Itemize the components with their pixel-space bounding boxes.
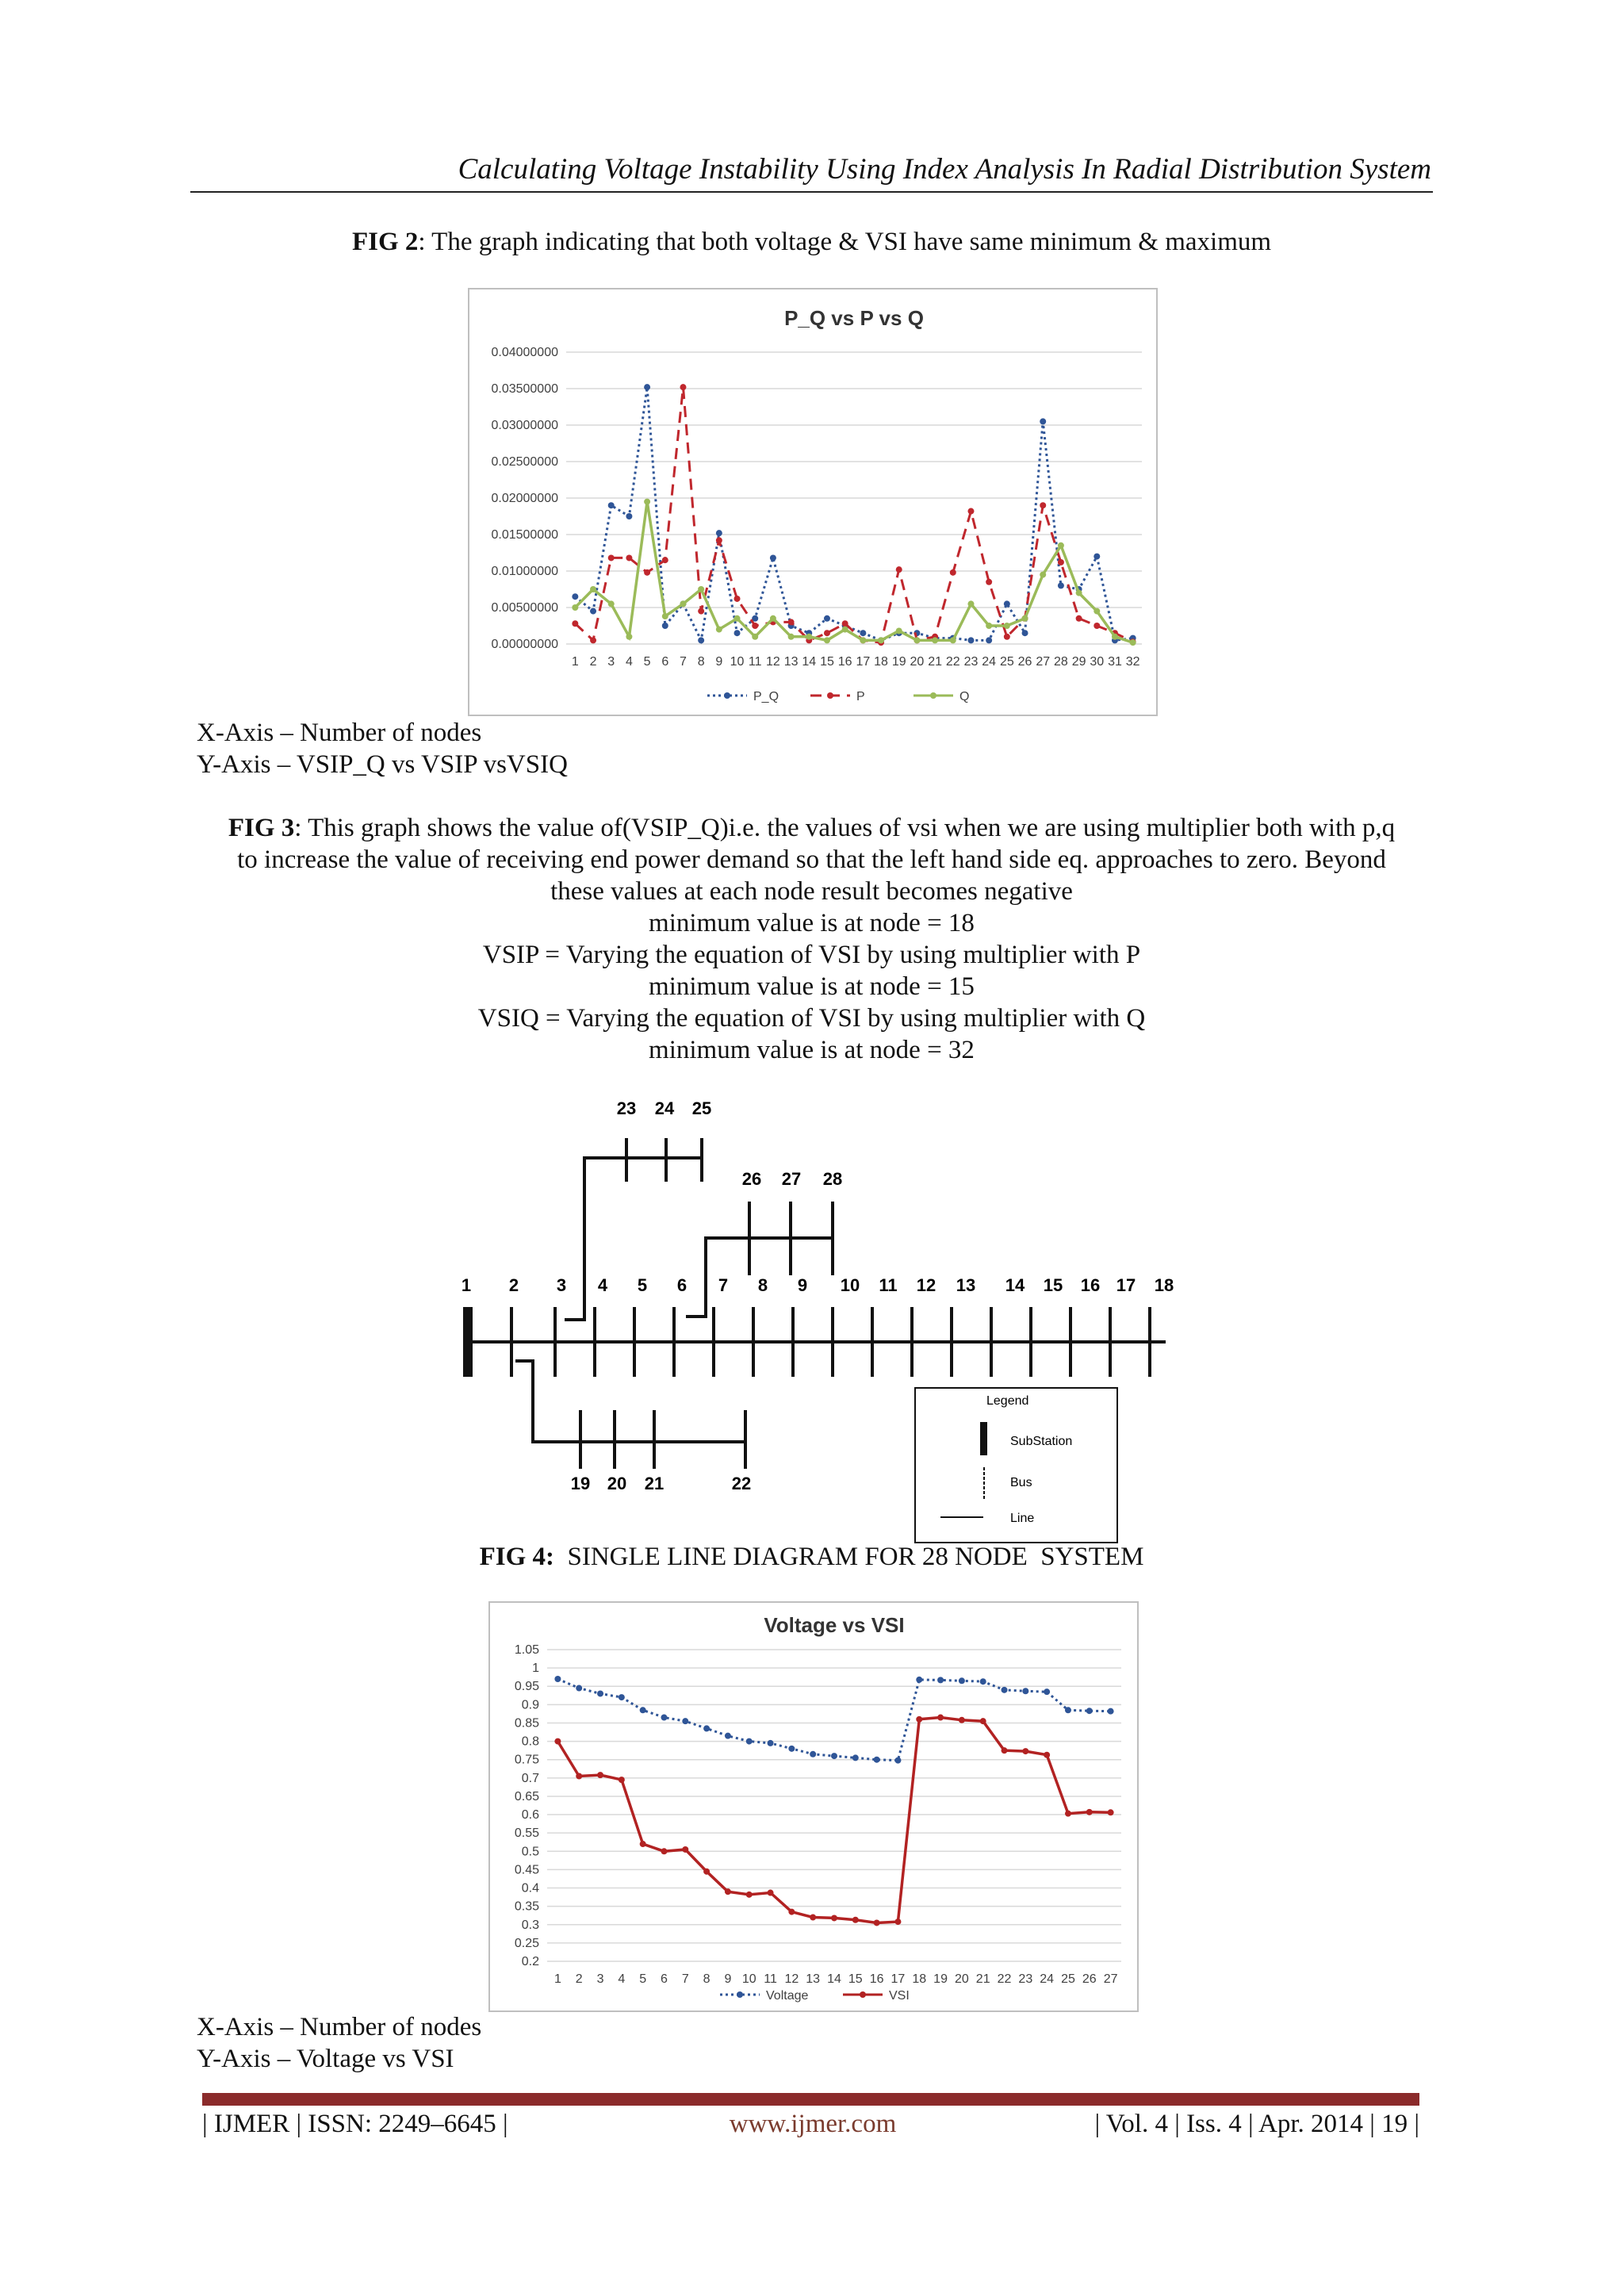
fig3-line5: VSIP = Varying the equation of VSI by using multiplier with P xyxy=(482,941,1141,969)
x-tick-label: 21 xyxy=(975,1972,990,1986)
y-tick-label: 0.5 xyxy=(521,1845,539,1859)
data-point xyxy=(967,600,974,607)
data-point xyxy=(806,634,812,640)
single-line-diagram xyxy=(444,1079,1189,1554)
fig3-line7: VSIQ = Varying the equation of VSI by using multiplier with Q xyxy=(477,1004,1146,1033)
fig3-label: FIG 3 xyxy=(228,814,295,842)
fig3-line3: these values at each node result becomes negative xyxy=(550,877,1073,906)
x-tick-label: 15 xyxy=(848,1972,863,1986)
data-point xyxy=(986,579,992,585)
data-point xyxy=(619,1694,625,1700)
data-point xyxy=(1004,634,1010,640)
data-point xyxy=(1044,1688,1050,1695)
fig3-line4: minimum value is at node = 18 xyxy=(649,909,975,937)
fig4-caption xyxy=(190,1541,1433,1573)
x-tick-label: 11 xyxy=(748,655,762,669)
data-point xyxy=(597,1690,603,1696)
node-label-8: 8 xyxy=(757,1275,768,1295)
data-point xyxy=(894,1918,901,1925)
x-tick-label: 31 xyxy=(1108,655,1122,669)
x-tick-label: 30 xyxy=(1090,655,1105,669)
data-point xyxy=(810,1751,816,1757)
node-label-23: 23 xyxy=(616,1098,637,1118)
y-tick-label: 0.95 xyxy=(514,1680,539,1694)
x-tick-label: 4 xyxy=(625,655,633,669)
y-tick-label: 0.55 xyxy=(514,1826,539,1841)
data-point xyxy=(1076,590,1082,596)
node-label-2: 2 xyxy=(508,1275,519,1295)
node-label-22: 22 xyxy=(731,1474,752,1493)
data-point xyxy=(554,1738,561,1745)
data-point xyxy=(824,615,830,622)
y-tick-label: 0.00000000 xyxy=(491,638,558,651)
data-point xyxy=(1002,1747,1008,1754)
x-tick-label: 27 xyxy=(1036,655,1051,669)
data-point xyxy=(680,600,686,607)
fig2-text: : The graph indicating that both voltage & VSI have same minimum & maximum xyxy=(418,228,1272,256)
x-tick-label: 1 xyxy=(553,1972,561,1986)
data-point xyxy=(1058,542,1064,549)
chart1-x-axis-note: X-Axis – Number of nodes xyxy=(197,719,482,747)
data-point xyxy=(1130,639,1136,646)
x-tick-label: 13 xyxy=(806,1972,821,1986)
data-point xyxy=(725,1888,731,1895)
data-point xyxy=(986,623,992,629)
data-point xyxy=(698,637,704,643)
data-point xyxy=(770,554,776,561)
substation-node-1 xyxy=(463,1307,473,1377)
data-point xyxy=(788,1746,795,1752)
data-point xyxy=(788,1909,795,1915)
data-point xyxy=(860,637,866,643)
node-label-3: 3 xyxy=(556,1275,567,1295)
data-point xyxy=(770,615,776,622)
data-point xyxy=(644,499,650,505)
footer-bar xyxy=(202,2093,1419,2106)
fig3-line6: minimum value is at node = 15 xyxy=(649,972,975,1001)
fig2-label: FIG 2 xyxy=(351,228,419,256)
node-label-1: 1 xyxy=(461,1275,472,1295)
branch-line-19-22 xyxy=(515,1361,745,1442)
data-point xyxy=(950,637,956,643)
data-point xyxy=(576,1685,582,1692)
x-tick-label: 6 xyxy=(661,1972,668,1986)
node-label-17: 17 xyxy=(1116,1275,1136,1295)
node-label-4: 4 xyxy=(597,1275,608,1295)
x-tick-label: 25 xyxy=(999,655,1014,669)
y-tick-label: 0.4 xyxy=(521,1881,539,1895)
data-point xyxy=(682,1718,688,1724)
data-point xyxy=(644,569,650,576)
data-point xyxy=(680,384,686,390)
x-tick-label: 27 xyxy=(1103,1972,1118,1986)
data-point xyxy=(619,1777,625,1783)
data-point xyxy=(852,1917,859,1923)
data-point xyxy=(626,634,632,640)
data-point xyxy=(959,1677,965,1684)
data-point xyxy=(1040,502,1046,508)
x-tick-label: 18 xyxy=(874,655,888,669)
node-label-7: 7 xyxy=(718,1275,729,1295)
legend-label: VSI xyxy=(889,1989,910,2003)
data-point xyxy=(1004,600,1010,607)
data-point xyxy=(661,1715,667,1721)
data-point xyxy=(1086,1708,1093,1714)
node-label-12: 12 xyxy=(916,1275,936,1295)
x-tick-label: 12 xyxy=(784,1972,799,1986)
legend-bus-label: Bus xyxy=(1010,1476,1032,1489)
data-point xyxy=(698,608,704,615)
chart-voltage-vs-vsi xyxy=(488,1601,1139,2012)
data-point xyxy=(734,615,741,622)
header-rule xyxy=(190,191,1433,193)
x-tick-label: 6 xyxy=(661,655,669,669)
y-tick-label: 0.3 xyxy=(521,1918,539,1932)
data-point xyxy=(644,384,650,390)
x-tick-label: 8 xyxy=(703,1972,710,1986)
data-point xyxy=(950,569,956,576)
x-tick-label: 11 xyxy=(764,1972,777,1986)
data-point xyxy=(914,637,920,643)
footer-left: | IJMER | ISSN: 2249–6645 | xyxy=(202,2110,508,2138)
x-tick-label: 29 xyxy=(1071,655,1086,669)
legend-line-label: Line xyxy=(1010,1512,1035,1525)
data-point xyxy=(716,627,722,633)
x-tick-label: 24 xyxy=(982,655,997,669)
node-label-5: 5 xyxy=(637,1275,648,1295)
y-tick-label: 0.75 xyxy=(514,1753,539,1767)
branch-line-23-25 xyxy=(565,1158,702,1320)
data-point xyxy=(831,1915,837,1921)
y-tick-label: 1 xyxy=(532,1662,539,1676)
y-tick-label: 0.7 xyxy=(521,1771,539,1785)
chart1-y-axis-note: Y-Axis – VSIP_Q vs VSIP vsVSIQ xyxy=(197,750,568,779)
x-tick-label: 17 xyxy=(856,655,871,669)
data-point xyxy=(752,634,758,640)
x-tick-label: 15 xyxy=(820,655,834,669)
x-tick-label: 4 xyxy=(618,1972,626,1986)
data-point xyxy=(874,1919,880,1926)
x-tick-label: 20 xyxy=(910,655,925,669)
x-tick-label: 9 xyxy=(724,1972,732,1986)
node-label-11: 11 xyxy=(879,1275,898,1295)
x-tick-label: 16 xyxy=(837,655,852,669)
data-point xyxy=(1094,554,1100,560)
data-point xyxy=(916,1716,922,1723)
footer-website-link[interactable]: www.ijmer.com xyxy=(729,2110,897,2138)
chart-title: P_Q vs P vs Q xyxy=(784,306,924,330)
legend-title: Legend xyxy=(986,1394,1029,1408)
data-point xyxy=(916,1677,922,1683)
x-tick-label: 5 xyxy=(639,1972,647,1986)
x-tick-label: 26 xyxy=(1082,1972,1097,1986)
data-point xyxy=(1108,1809,1114,1815)
x-tick-label: 23 xyxy=(963,655,979,669)
chart-title: Voltage vs VSI xyxy=(764,1613,905,1637)
running-head: Calculating Voltage Instability Using Index Analysis In Radial Distribution System xyxy=(458,153,1431,186)
x-tick-label: 10 xyxy=(741,1972,756,1986)
legend-label: P xyxy=(856,690,865,703)
legend-label: Q xyxy=(959,690,970,703)
x-tick-label: 14 xyxy=(827,1972,841,1986)
data-point xyxy=(1065,1707,1071,1713)
data-point xyxy=(937,1715,944,1721)
data-point xyxy=(626,513,632,519)
data-point xyxy=(576,1773,582,1780)
data-point xyxy=(734,596,741,602)
data-point xyxy=(959,1717,965,1723)
legend-substation-symbol xyxy=(980,1422,987,1455)
data-point xyxy=(967,508,974,515)
data-point xyxy=(746,1892,753,1898)
data-point xyxy=(703,1725,710,1731)
legend-marker xyxy=(724,692,730,699)
node-label-18: 18 xyxy=(1154,1275,1174,1295)
legend-marker xyxy=(930,692,936,699)
x-tick-label: 12 xyxy=(766,655,780,669)
x-tick-label: 3 xyxy=(607,655,615,669)
data-point xyxy=(716,530,722,536)
node-label-24: 24 xyxy=(654,1098,675,1118)
footer-right: | Vol. 4 | Iss. 4 | Apr. 2014 | 19 | xyxy=(1094,2110,1419,2138)
data-point xyxy=(852,1754,859,1761)
data-point xyxy=(608,502,615,508)
series-line-vsi xyxy=(557,1718,1110,1923)
data-point xyxy=(590,586,596,592)
data-point xyxy=(682,1846,688,1853)
y-tick-label: 0.01500000 xyxy=(491,528,558,542)
data-point xyxy=(1002,1687,1008,1693)
data-point xyxy=(967,637,974,643)
data-point xyxy=(608,554,615,561)
x-tick-label: 23 xyxy=(1018,1972,1033,1986)
data-point xyxy=(1094,608,1100,615)
data-point xyxy=(1022,615,1028,622)
data-point xyxy=(590,608,596,615)
data-point xyxy=(894,1757,901,1764)
x-tick-label: 2 xyxy=(575,1972,583,1986)
data-point xyxy=(640,1841,646,1847)
y-tick-label: 1.05 xyxy=(514,1643,539,1657)
data-point xyxy=(937,1677,944,1683)
data-point xyxy=(725,1733,731,1739)
legend-marker xyxy=(860,1991,866,1998)
data-point xyxy=(896,627,902,634)
x-tick-label: 28 xyxy=(1054,655,1068,669)
fig3-line8: minimum value is at node = 32 xyxy=(649,1036,975,1064)
data-point xyxy=(1040,418,1046,424)
x-tick-label: 13 xyxy=(783,655,799,669)
data-point xyxy=(980,1678,986,1685)
data-point xyxy=(716,537,722,543)
data-point xyxy=(703,1869,710,1875)
data-point xyxy=(768,1890,774,1896)
y-tick-label: 0.85 xyxy=(514,1716,539,1731)
data-point xyxy=(878,637,884,643)
node-label-19: 19 xyxy=(570,1474,591,1493)
legend-label: Voltage xyxy=(766,1989,809,2003)
x-tick-label: 22 xyxy=(945,655,960,669)
data-point xyxy=(734,630,741,636)
x-tick-label: 1 xyxy=(571,655,579,669)
x-tick-label: 18 xyxy=(912,1972,927,1986)
data-point xyxy=(1112,634,1118,640)
y-tick-label: 0.03500000 xyxy=(491,382,558,396)
data-point xyxy=(572,620,578,627)
x-tick-label: 7 xyxy=(681,1972,689,1986)
node-label-25: 25 xyxy=(691,1098,712,1118)
data-point xyxy=(874,1757,880,1763)
y-tick-label: 0.9 xyxy=(521,1698,539,1712)
y-tick-label: 0.45 xyxy=(514,1863,539,1877)
node-label-21: 21 xyxy=(644,1474,665,1493)
data-point xyxy=(824,637,830,643)
data-point xyxy=(860,630,866,636)
data-point xyxy=(980,1718,986,1724)
x-tick-label: 25 xyxy=(1061,1972,1075,1986)
data-point xyxy=(1065,1811,1071,1817)
x-tick-label: 10 xyxy=(730,655,745,669)
data-point xyxy=(1022,1688,1028,1694)
data-point xyxy=(662,623,668,629)
x-tick-label: 22 xyxy=(997,1972,1012,1986)
x-tick-label: 19 xyxy=(891,655,906,669)
fig3-caption xyxy=(190,812,1433,1066)
data-point xyxy=(608,600,615,607)
node-label-20: 20 xyxy=(607,1474,627,1493)
legend-marker xyxy=(737,1991,743,1998)
node-label-27: 27 xyxy=(781,1169,802,1189)
data-point xyxy=(1022,630,1028,636)
chart2-x-axis-note: X-Axis – Number of nodes xyxy=(197,2013,482,2041)
node-label-16: 16 xyxy=(1080,1275,1101,1295)
x-tick-label: 5 xyxy=(643,655,651,669)
x-tick-label: 14 xyxy=(802,655,817,669)
x-tick-label: 7 xyxy=(680,655,687,669)
data-point xyxy=(554,1676,561,1682)
fig2-caption xyxy=(190,226,1433,258)
fig4-label: FIG 4: xyxy=(479,1543,554,1571)
node-label-26: 26 xyxy=(741,1169,762,1189)
chart-voltage-vs-vsi-svg xyxy=(490,1603,1137,2010)
x-tick-label: 16 xyxy=(869,1972,884,1986)
x-tick-label: 2 xyxy=(589,655,597,669)
data-point xyxy=(698,586,704,592)
data-point xyxy=(768,1740,774,1746)
x-tick-label: 20 xyxy=(954,1972,969,1986)
x-tick-label: 21 xyxy=(928,655,942,669)
data-point xyxy=(788,619,795,625)
y-tick-label: 0.04000000 xyxy=(491,346,558,359)
data-point xyxy=(626,554,632,561)
data-point xyxy=(661,1848,667,1854)
data-point xyxy=(1022,1748,1028,1754)
data-point xyxy=(752,623,758,629)
x-tick-label: 17 xyxy=(891,1972,906,1986)
data-point xyxy=(896,566,902,573)
data-point xyxy=(662,557,668,563)
data-point xyxy=(810,1915,816,1921)
fig4-text: SINGLE LINE DIAGRAM FOR 28 NODE SYSTEM xyxy=(554,1543,1144,1571)
data-point xyxy=(986,637,992,643)
data-point xyxy=(662,613,668,619)
data-point xyxy=(1094,623,1100,629)
legend-marker xyxy=(827,692,833,699)
x-tick-label: 9 xyxy=(715,655,723,669)
node-label-6: 6 xyxy=(676,1275,688,1295)
y-tick-label: 0.02500000 xyxy=(491,455,558,469)
data-point xyxy=(824,630,830,636)
data-point xyxy=(640,1707,646,1713)
node-label-13: 13 xyxy=(956,1275,976,1295)
data-point xyxy=(1044,1752,1050,1758)
data-point xyxy=(842,620,848,627)
data-point xyxy=(597,1772,603,1778)
y-tick-label: 0.6 xyxy=(521,1808,539,1823)
node-label-10: 10 xyxy=(840,1275,860,1295)
y-tick-label: 0.35 xyxy=(514,1899,539,1914)
fig3-line2: to increase the value of receiving end power demand so that the left hand side eq. approaches to zero. Beyond xyxy=(237,845,1386,874)
node-label-14: 14 xyxy=(1005,1275,1025,1295)
data-point xyxy=(831,1753,837,1759)
data-point xyxy=(1108,1708,1114,1715)
data-point xyxy=(932,637,938,643)
data-point xyxy=(1058,582,1064,588)
x-tick-label: 32 xyxy=(1125,655,1140,669)
data-point xyxy=(1058,559,1064,565)
legend-label: P_Q xyxy=(753,690,779,703)
y-tick-label: 0.2 xyxy=(521,1955,539,1968)
y-tick-label: 0.01000000 xyxy=(491,565,558,578)
data-point xyxy=(788,634,795,640)
fig3-line1: : This graph shows the value of(VSIP_Q)i.e. the values of vsi when we are using multiplier both with p,q xyxy=(294,814,1396,842)
y-tick-label: 0.65 xyxy=(514,1789,539,1803)
y-tick-label: 0.00500000 xyxy=(491,601,558,615)
x-tick-label: 24 xyxy=(1040,1972,1055,1986)
x-tick-label: 3 xyxy=(596,1972,604,1986)
x-tick-label: 8 xyxy=(697,655,705,669)
data-point xyxy=(1040,572,1046,578)
y-tick-label: 0.25 xyxy=(514,1936,539,1950)
legend-substation-label: SubStation xyxy=(1010,1435,1073,1448)
data-point xyxy=(842,627,848,633)
data-point xyxy=(1086,1809,1093,1815)
chart-pq-p-q-svg xyxy=(469,289,1156,715)
data-point xyxy=(1076,615,1082,622)
node-label-28: 28 xyxy=(822,1169,843,1189)
node-label-15: 15 xyxy=(1043,1275,1063,1295)
chart2-y-axis-note: Y-Axis – Voltage vs VSI xyxy=(197,2045,454,2073)
x-tick-label: 19 xyxy=(933,1972,948,1986)
chart-pq-p-q xyxy=(468,288,1158,716)
node-label-9: 9 xyxy=(797,1275,808,1295)
data-point xyxy=(572,593,578,600)
y-tick-label: 0.03000000 xyxy=(491,419,558,432)
y-tick-label: 0.02000000 xyxy=(491,492,558,505)
data-point xyxy=(572,604,578,611)
y-tick-label: 0.8 xyxy=(521,1734,539,1749)
x-tick-label: 26 xyxy=(1017,655,1032,669)
data-point xyxy=(746,1738,753,1745)
data-point xyxy=(590,637,596,643)
data-point xyxy=(1004,623,1010,629)
